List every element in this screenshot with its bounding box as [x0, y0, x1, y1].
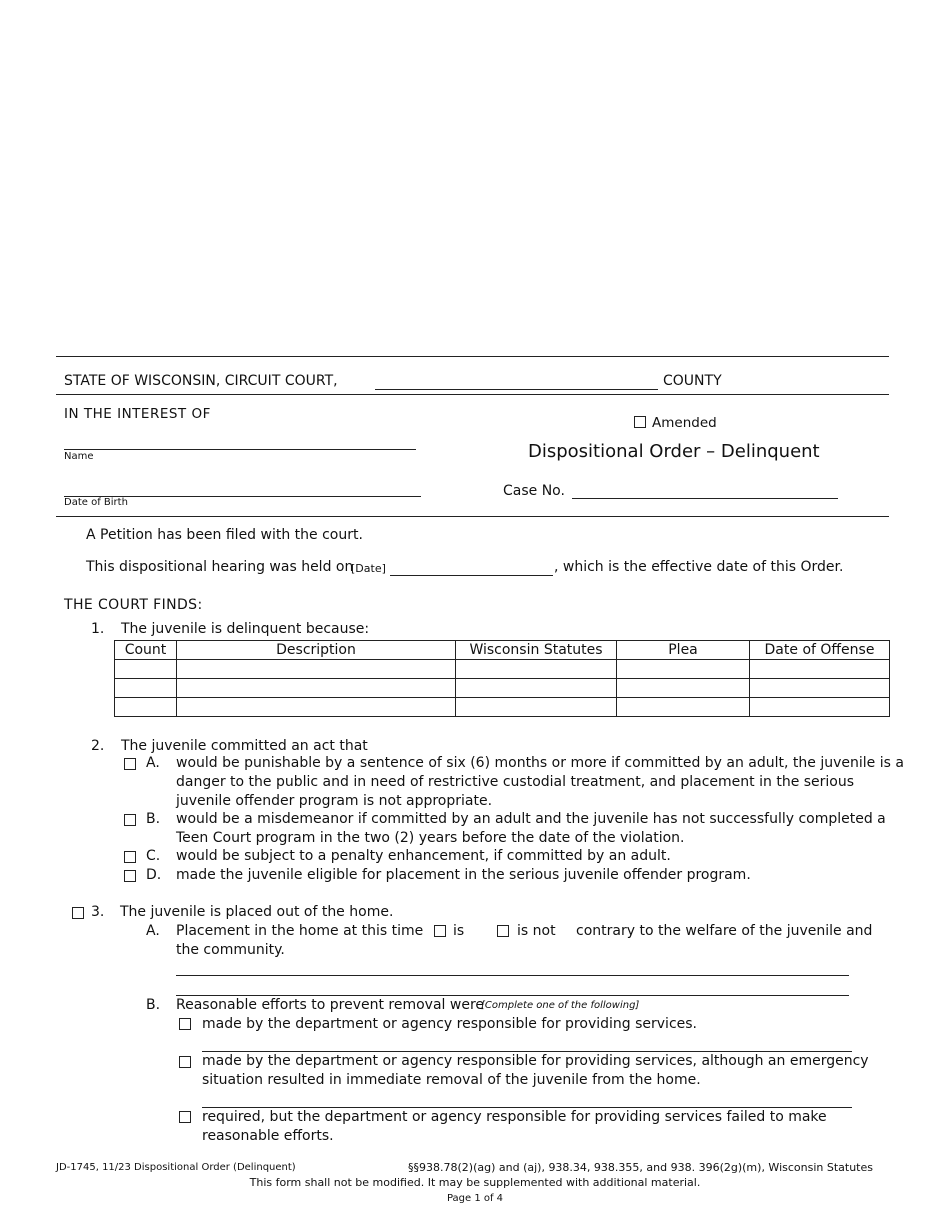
table-cell[interactable]: [456, 698, 617, 717]
item2-d-checkbox[interactable]: [124, 870, 136, 882]
form-title: Dispositional Order – Delinquent: [528, 441, 820, 462]
court-prefix: STATE OF WISCONSIN, CIRCUIT COURT,: [64, 373, 338, 389]
table-cell[interactable]: [177, 660, 456, 679]
efforts-option3-line2: reasonable efforts.: [202, 1128, 334, 1144]
column-header: Plea: [617, 641, 750, 660]
item3-b-letter: B.: [146, 997, 161, 1013]
table-cell[interactable]: [115, 679, 177, 698]
efforts-option1-text: made by the department or agency responsible for providing services.: [202, 1016, 698, 1032]
is-checkbox[interactable]: [434, 925, 446, 937]
table-cell[interactable]: [115, 660, 177, 679]
date-hint: [Date]: [351, 562, 386, 575]
modification-notice: This form shall not be modified. It may be supplemented with additional material.: [249, 1176, 701, 1189]
efforts-option1-input[interactable]: [202, 1051, 852, 1052]
item2-text: The juvenile committed an act that: [121, 738, 368, 754]
offense-table: [114, 640, 890, 717]
column-header: Count: [115, 641, 177, 660]
table-cell[interactable]: [750, 698, 890, 717]
is-not-checkbox[interactable]: [497, 925, 509, 937]
item3-a-text: Placement in the home at this time: [176, 923, 424, 939]
item2-a-letter: A.: [146, 755, 160, 771]
petition-text: A Petition has been filed with the court.: [86, 527, 363, 543]
item3-a-letter: A.: [146, 923, 160, 939]
efforts-option2-line1: made by the department or agency responsible for providing services, although an emergency: [202, 1053, 869, 1069]
item3-b-text: Reasonable efforts to prevent removal were: [176, 997, 485, 1013]
table-row: [115, 679, 890, 698]
top-rule: [56, 356, 889, 357]
efforts-option2-checkbox[interactable]: [179, 1056, 191, 1068]
item3-a-line2: the community.: [176, 942, 285, 958]
item2-a-line3: juvenile offender program is not appropriate.: [176, 793, 493, 809]
table-cell[interactable]: [750, 679, 890, 698]
page-number: Page 1 of 4: [446, 1193, 504, 1204]
item3-a-input-1[interactable]: [176, 975, 849, 976]
item2-d-letter: D.: [146, 867, 162, 883]
item1-number: 1.: [91, 621, 105, 637]
case-no-input[interactable]: [572, 498, 838, 499]
hearing-date-input[interactable]: [390, 575, 553, 576]
item3-a-input-2[interactable]: [176, 995, 849, 996]
table-cell[interactable]: [617, 660, 750, 679]
hearing-prefix: This dispositional hearing was held on: [86, 559, 354, 575]
item1-text: The juvenile is delinquent because:: [121, 621, 370, 637]
item2-a-line2: danger to the public and in need of restrictive custodial treatment, and placement in the serious: [176, 774, 855, 790]
column-header: Date of Offense: [750, 641, 890, 660]
item2-b-line1: would be a misdemeanor if committed by an adult and the juvenile has not successfully completed a: [176, 811, 886, 827]
court-finds-heading: THE COURT FINDS:: [64, 597, 203, 613]
case-no-label: Case No.: [503, 483, 565, 499]
efforts-option3-line1: required, but the department or agency responsible for providing services failed to make: [202, 1109, 827, 1125]
name-label: Name: [64, 451, 94, 462]
item2-b-letter: B.: [146, 811, 161, 827]
item2-a-line1: would be punishable by a sentence of six (6) months or more if committed by an adult, the juvenile is a: [176, 755, 904, 771]
efforts-option2-line2: situation resulted in immediate removal of the juvenile from the home.: [202, 1072, 701, 1088]
efforts-option1-checkbox[interactable]: [179, 1018, 191, 1030]
hearing-suffix: , which is the effective date of this Order.: [554, 559, 844, 575]
offense-table-header: [115, 641, 890, 660]
table-cell[interactable]: [456, 679, 617, 698]
table-cell[interactable]: [115, 698, 177, 717]
table-row: [115, 698, 890, 717]
item3-checkbox[interactable]: [72, 907, 84, 919]
table-cell[interactable]: [617, 679, 750, 698]
form-id: JD-1745, 11/23 Dispositional Order (Delinquent): [56, 1162, 296, 1173]
header-bottom-rule: [56, 516, 889, 517]
item2-c-line1: would be subject to a penalty enhancement, if committed by an adult.: [176, 848, 671, 864]
item3-text: The juvenile is placed out of the home.: [120, 904, 394, 920]
item2-b-checkbox[interactable]: [124, 814, 136, 826]
amended-label: Amended: [652, 415, 717, 431]
table-cell[interactable]: [177, 679, 456, 698]
item2-d-line1: made the juvenile eligible for placement in the serious juvenile offender program.: [176, 867, 751, 883]
dob-label: Date of Birth: [64, 497, 128, 508]
amended-checkbox[interactable]: [634, 416, 646, 428]
county-input[interactable]: [375, 389, 658, 390]
column-header: Description: [177, 641, 456, 660]
item2-number: 2.: [91, 738, 105, 754]
header-rule: [56, 394, 889, 395]
efforts-option3-checkbox[interactable]: [179, 1111, 191, 1123]
in-interest-of: IN THE INTEREST OF: [64, 406, 211, 422]
name-input[interactable]: [64, 449, 416, 450]
item3-number: 3.: [91, 904, 105, 920]
is-not-label: is not: [517, 923, 556, 939]
table-row: [115, 660, 890, 679]
column-header: Wisconsin Statutes: [456, 641, 617, 660]
item2-a-checkbox[interactable]: [124, 758, 136, 770]
item2-c-letter: C.: [146, 848, 161, 864]
item3-b-hint: [Complete one of the following]: [481, 1000, 640, 1011]
item2-c-checkbox[interactable]: [124, 851, 136, 863]
table-cell[interactable]: [177, 698, 456, 717]
county-label: COUNTY: [663, 373, 722, 389]
table-cell[interactable]: [750, 660, 890, 679]
table-cell[interactable]: [456, 660, 617, 679]
item2-b-line2: Teen Court program in the two (2) years before the date of the violation.: [176, 830, 685, 846]
is-label: is: [453, 923, 465, 939]
statutes: §§938.78(2)(ag) and (aj), 938.34, 938.355, and 938. 396(2g)(m), Wisconsin Statutes: [408, 1161, 873, 1174]
table-cell[interactable]: [617, 698, 750, 717]
item3-a-suffix: contrary to the welfare of the juvenile and: [576, 923, 873, 939]
efforts-option2-input[interactable]: [202, 1107, 852, 1108]
